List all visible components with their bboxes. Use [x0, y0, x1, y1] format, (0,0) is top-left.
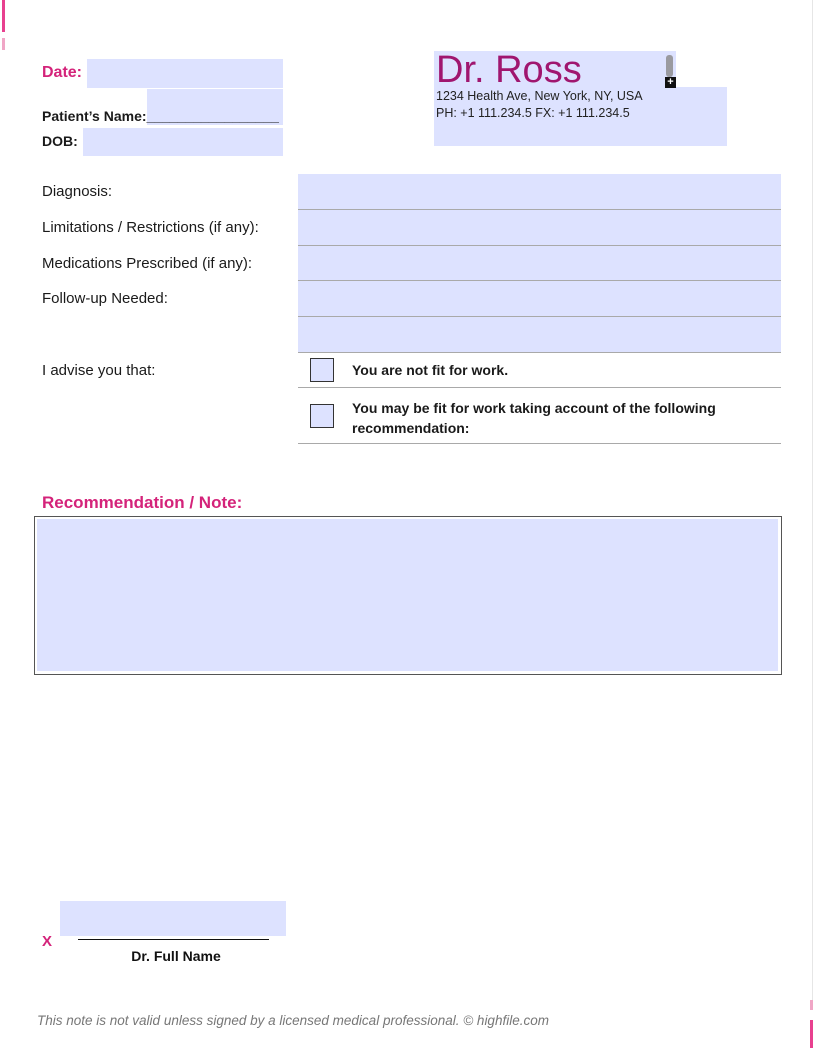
followup-field[interactable] — [298, 281, 781, 316]
page-edge-marker — [2, 38, 5, 50]
doctor-name: Dr. Ross — [436, 49, 582, 91]
may-be-fit-checkbox[interactable] — [310, 404, 334, 428]
page-edge-marker — [810, 1020, 813, 1048]
not-fit-checkbox[interactable] — [310, 358, 334, 382]
page-edge-marker — [810, 1000, 813, 1010]
page-edge-marker — [2, 0, 5, 32]
medications-label: Medications Prescribed (if any): — [42, 255, 253, 272]
footer-note: This note is not valid unless signed by a licensed medical professional. © highfile.com — [37, 1013, 549, 1028]
row-divider — [298, 352, 781, 353]
dob-label: DOB: — [42, 133, 78, 149]
limitations-field[interactable] — [298, 210, 781, 245]
signature-field[interactable] — [60, 901, 286, 936]
doctor-full-name-label: Dr. Full Name — [131, 948, 221, 964]
followup-field-extra[interactable] — [298, 317, 781, 352]
signature-line — [78, 939, 269, 940]
page-right-border — [812, 0, 813, 1000]
recommendation-field[interactable] — [37, 519, 778, 671]
diagnosis-label: Diagnosis: — [42, 183, 113, 200]
patient-name-label: Patient’s Name:_________________ — [42, 108, 279, 124]
followup-label: Follow-up Needed: — [42, 290, 168, 307]
row-divider — [298, 443, 781, 444]
may-be-fit-label: You may be fit for work taking account of the following recommendation: — [352, 400, 716, 436]
not-fit-label: You are not fit for work. — [352, 362, 509, 378]
row-divider — [298, 387, 781, 388]
scroll-handle[interactable] — [666, 55, 673, 77]
date-field[interactable] — [87, 59, 283, 88]
date-label: Date: — [42, 64, 83, 81]
dob-field[interactable] — [83, 128, 283, 156]
diagnosis-field[interactable] — [298, 174, 781, 209]
medications-field[interactable] — [298, 246, 781, 280]
limitations-label: Limitations / Restrictions (if any): — [42, 219, 259, 236]
doctor-address: 1234 Health Ave, New York, NY, USA — [436, 89, 643, 103]
doctor-phone: PH: +1 111.234.5 FX: +1 111.234.5 — [436, 106, 630, 120]
advice-label: I advise you that: — [42, 362, 156, 379]
recommendation-title: Recommendation / Note: — [42, 493, 243, 512]
signature-x: X — [42, 933, 53, 950]
plus-icon[interactable]: + — [665, 77, 676, 88]
